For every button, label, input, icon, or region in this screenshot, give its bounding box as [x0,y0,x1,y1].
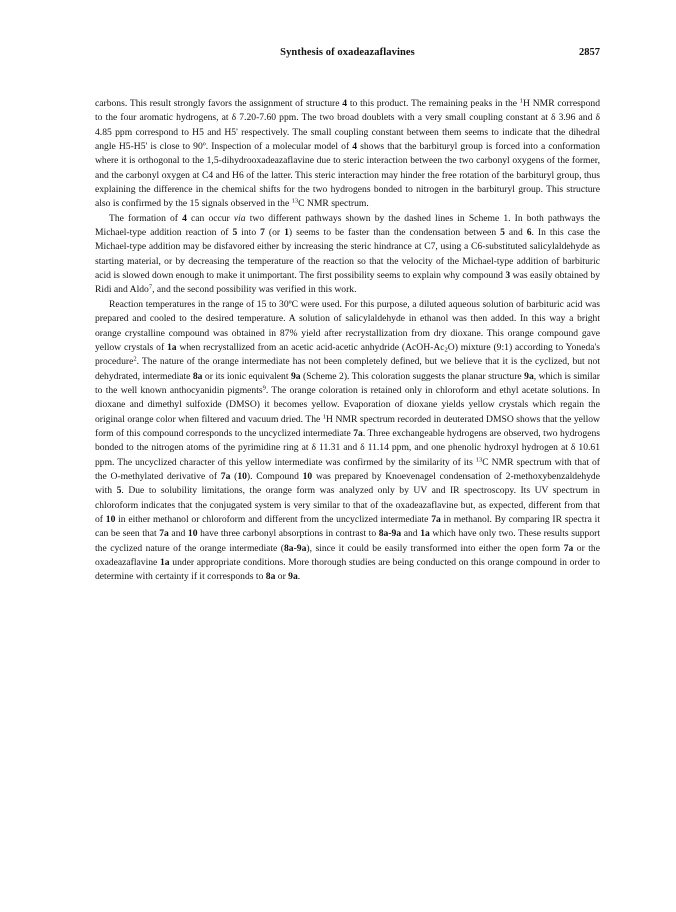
page-number: 2857 [579,47,600,58]
paragraph-2: The formation of 4 can occur via two different pathways shown by the dashed lines in Scheme 1. In both pathways the Michael-type addition reaction of 5 into 7 (or 1) seems to be faster than the condensation between 5 and 6. In this case the Michael-type addition may be disfavored either by increasing the steric hindrance at C7, using a C6-substituted salicylaldehyde as starting material, or by decreasing the temperature of the reaction so that the velocity of the Michael-type addition of barbituric acid is slowed down enough to make it unimportant. The first possibility seems to explain why compound 3 was easily obtained by Ridi and Aldo$^7$, and the second possibility was verified in this work. [95,212,600,296]
running-header [95,47,600,63]
paragraph-3: Reaction temperatures in the range of 15 to 30ºC were used. For this purpose, a diluted aqueous solution of barbituric acid was prepared and cooled to the desired temperature. A solution of salicylaldehyde in ethanol was then added. In this way a bright orange crystalline compound was obtained in 87% yield after recrystallization from dry dioxane. This orange compound gave yellow crystals of 1a when recrystallized from an acetic acid-acetic anhydride $(AcOH-Ac_2O)$ mixture (9:1) according to Yoneda's procedure$^2$. The nature of the orange intermediate has not been completely defined, but we believe that it is the cyclized, but not dehydrated, intermediate 8a or its ionic equivalent 9a (Scheme 2). This coloration suggests the planar structure 9a, which is similar to the well known anthocyanidin pigments$^9$. The orange coloration is retained only in chloroform and ethyl acetate solutions. In dioxane and dimethyl sulfoxide (DMSO) it becomes yellow. Evaporation of dioxane yields yellow crystals which regain the original orange color when filtered and vacuum dried. The $^1$H NMR spectrum recorded in deuterated DMSO shows that the yellow form of this compound corresponds to the uncyclized intermediate 7a. Three exchangeable hydrogens are observed, two hydrogens bonded to the nitrogen atoms of the pyrimidine ring at δ 11.31 and δ 11.14 ppm, and one phenolic hydroxyl hydrogen at δ 10.61 ppm. The uncyclized character of this yellow intermediate was confirmed by the similarity of its $^{13}$C NMR spectrum with that of the O-methylated derivative of 7a (10). Compound 10 was prepared by Knoevenagel condensation of 2-methoxybenzaldehyde with 5. Due to solubility limitations, the orange form was analyzed only by UV and IR spectroscopy. Its UV spectrum in chloroform indicates that the conjugated system is very similar to that of the oxadeazaflavine but, as expected, different from that of 10 in either methanol or chloroform and different from the uncyclized intermediate 7a in methanol. By comparing IR spectra it can be seen that 7a and 10 have three carbonyl absorptions in contrast to 8a-9a and 1a which have only two. These results support the cyclized nature of the orange intermediate (8a-9a), since it could be easily transformed into either the open form 7a or the oxadeazaflavine 1a under appropriate conditions. More thorough studies are being conducted on this orange compound in order to determine with certainty if it corresponds to 8a or 9a. [95,298,600,583]
paragraph-1: carbons. This result strongly favors the assignment of structure 4 to this product. The remaining peaks in the $^1$H NMR correspond to the four aromatic hydrogens, at δ 7.20-7.60 ppm. The two broad doublets with a very small coupling constant at δ 3.96 and δ 4.85 ppm correspond to H5 and H5' respectively. The small coupling constant between them seems to indicate that the dihedral angle H5-H5' is close to 90º. Inspection of a molecular model of 4 shows that the barbituryl group is forced into a conformation where it is orthogonal to the 1,5-dihydrooxadeazaflavine due to steric interaction between the two carbonyl oxygens of the former, and the carbonyl oxygen at C4 and H6 of the latter. This steric interaction may hinder the free rotation of the barbituryl group, thus explaining the difference in the chemical shifts for the two hydrogens bonded to nitrogen in the barbituryl group. This structure also is confirmed by the 15 signals observed in the $^{13}$C NMR spectrum. [95,97,600,210]
running-title: Synthesis of oxadeazaflavines [280,47,415,58]
body-text [95,97,600,585]
